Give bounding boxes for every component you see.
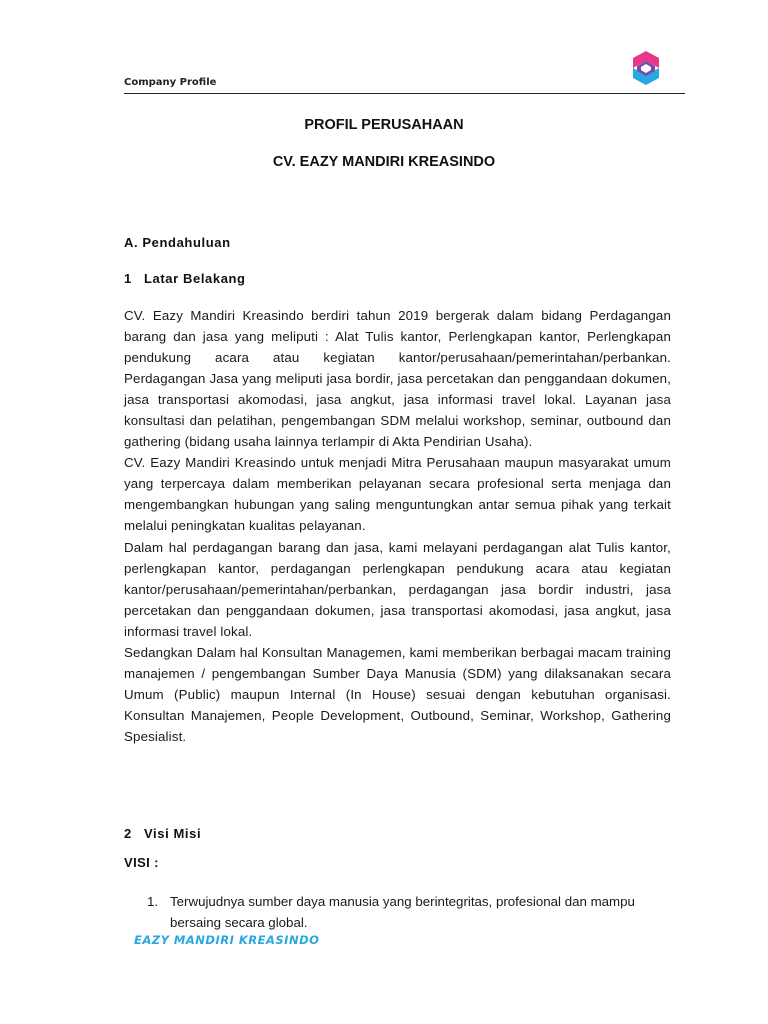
header-label: Company Profile [124, 77, 217, 88]
section-2-heading [124, 826, 201, 841]
section-2-label: Visi Misi [144, 826, 202, 841]
list-item [124, 891, 671, 933]
paragraph: Dalam hal perdagangan barang dan jasa, kami melayani perdagangan alat Tulis kantor, perlengkapan kantor, perdagangan perlengkapan pendukung acara atau kegiatan kantor/perusahaan/pemerintahan/perbankan, perdagangan jasa bordir industri, jasa percetakan dan penggandaan dokumen, jasa transportasi akomodasi, jasa angkut, jasa informasi travel lokal. [124, 539, 671, 639]
list-item-text: Terwujudnya sumber daya manusia yang berintegritas, profesional dan mampu bersaing secara global. [170, 894, 635, 930]
section-1-heading [124, 271, 246, 286]
footer-brand: EAZY MANDIRI KREASINDO [134, 933, 320, 947]
page-header [124, 77, 685, 94]
section-a-heading: A. Pendahuluan [124, 235, 231, 250]
list-marker: 1. [147, 894, 159, 909]
latar-belakang-body [124, 305, 671, 747]
paragraph: Sedangkan Dalam hal Konsultan Managemen, kami memberikan berbagai macam training manajemen / pengembangan Sumber Daya Manusia (SDM) yang dilaksanakan secara Umum (Public) maupun Internal (In House) sesuai dengan kebutuhan organisasi. Konsultan Manajemen, People Development, Outbound, Seminar, Workshop, Gathering Spesialist. [124, 644, 671, 744]
paragraph: CV. Eazy Mandiri Kreasindo untuk menjadi Mitra Perusahaan maupun masyarakat umum yang terpercaya dalam memberikan pelayanan secara profesional serta menjaga dan mengembangkan hubungan yang saling menguntungkan antar semua pihak yang terkait melalui peningkatan kualitas pelayanan. [124, 455, 671, 534]
section-1-number: 1 [124, 271, 132, 286]
visi-list [124, 891, 671, 933]
page-title: PROFIL PERUSAHAAN [304, 117, 464, 133]
section-2-number: 2 [124, 826, 132, 841]
section-1-label: Latar Belakang [144, 271, 246, 286]
paragraph: CV. Eazy Mandiri Kreasindo berdiri tahun 2019 bergerak dalam bidang Perdagangan barang dan jasa yang meliputi : Alat Tulis kantor, Perlengkapan kantor, Perlengkapan pendukung acara atau kegiatan kantor/perusahaan/pemerintahan/perbankan. Perdagangan Jasa yang meliputi jasa bordir, jasa percetakan dan penggandaan dokumen, jasa transportasi akomodasi, jasa angkut, jasa informasi travel lokal. Layanan jasa konsultasi dan pelatihan, pengembangan SDM melalui workshop, seminar, outbound dan gathering (bidang usaha lainnya terlampir di Akta Pendirian Usaha). [124, 308, 671, 450]
company-name-title: CV. EAZY MANDIRI KREASINDO [272, 154, 496, 170]
company-logo-icon [631, 50, 661, 86]
visi-heading: VISI : [124, 855, 159, 870]
